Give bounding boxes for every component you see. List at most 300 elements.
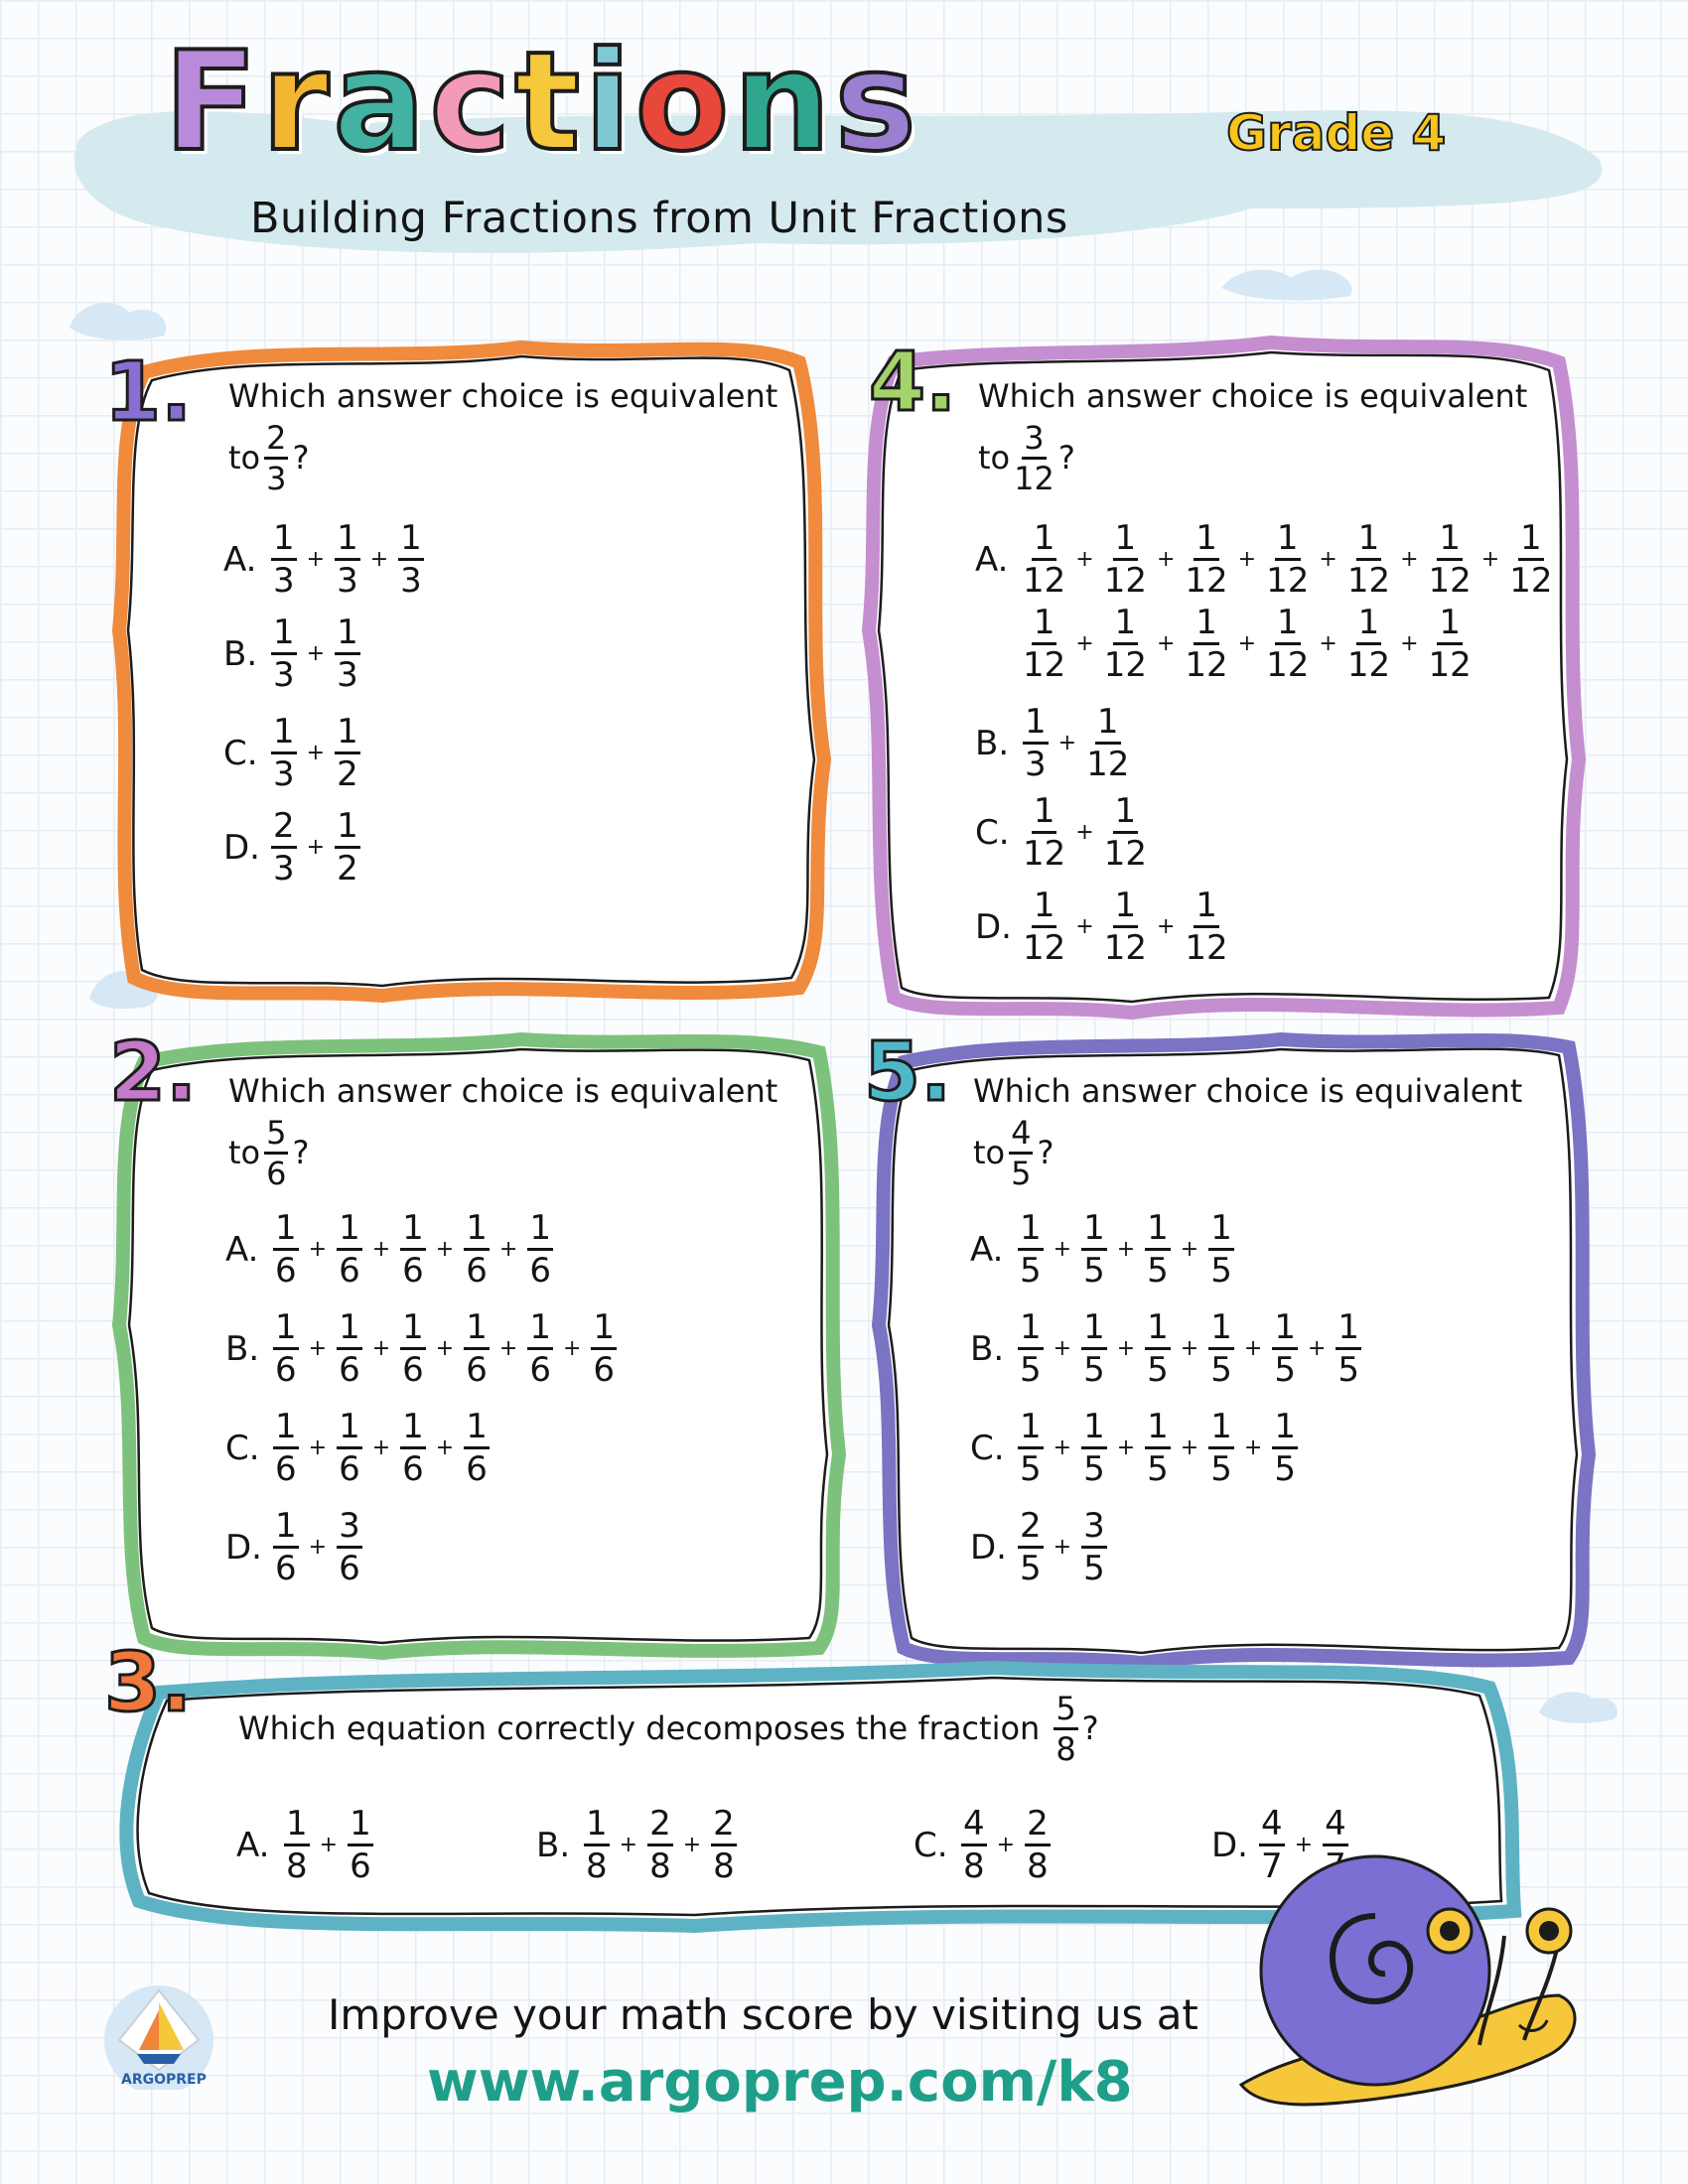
answer-option[interactable] <box>970 1208 1238 1291</box>
answer-option[interactable] <box>975 791 1151 874</box>
denominator: 12 <box>1509 561 1553 601</box>
numerator: 1 <box>1081 1410 1107 1449</box>
footer-url-link[interactable]: www.argoprep.com/k8 <box>427 2050 1133 2115</box>
denominator: 5 <box>1020 1350 1042 1390</box>
plus-sign: + <box>306 741 326 765</box>
numerator: 1 <box>1437 521 1463 561</box>
plus-sign: + <box>1116 1336 1136 1361</box>
plus-sign: + <box>308 1535 328 1560</box>
numerator: 1 <box>1081 1211 1107 1251</box>
plus-sign: + <box>996 1833 1016 1857</box>
target-fraction <box>1014 419 1055 497</box>
fraction <box>1266 603 1310 685</box>
target-fraction <box>264 1114 288 1192</box>
denominator: 3 <box>266 460 287 497</box>
prompt-to: to <box>228 1134 261 1172</box>
fraction <box>273 1506 299 1588</box>
denominator: 6 <box>339 1449 360 1489</box>
denominator: 5 <box>1337 1350 1360 1390</box>
option-letter: B. <box>225 1328 260 1369</box>
plus-sign: + <box>308 1336 328 1361</box>
fraction <box>1023 603 1066 685</box>
numerator: 4 <box>1009 1117 1033 1155</box>
numerator: 1 <box>1275 606 1301 645</box>
plus-sign: + <box>1057 731 1077 755</box>
answer-option[interactable] <box>970 1506 1111 1588</box>
plus-sign: + <box>1116 1237 1136 1262</box>
numerator: 1 <box>284 1807 310 1846</box>
numerator: 1 <box>1518 521 1544 561</box>
denominator: 6 <box>466 1449 488 1489</box>
numerator: 2 <box>264 422 288 460</box>
numerator: 1 <box>1032 888 1057 928</box>
denominator: 6 <box>350 1846 371 1886</box>
numerator: 1 <box>1194 606 1219 645</box>
denominator: 6 <box>402 1350 424 1390</box>
plus-sign: + <box>1075 914 1094 939</box>
answer-option[interactable] <box>225 1208 557 1291</box>
numerator: 1 <box>591 1310 617 1350</box>
denominator: 5 <box>1274 1350 1296 1390</box>
option-letter: D. <box>970 1527 1007 1568</box>
title-letter: c <box>429 22 511 182</box>
numerator: 1 <box>1194 521 1219 561</box>
target-fraction <box>1009 1114 1033 1192</box>
cloud-decoration <box>1529 1678 1628 1727</box>
fraction <box>711 1804 737 1886</box>
title-letter: F <box>164 22 258 182</box>
question-mark: ? <box>292 439 310 478</box>
answer-option[interactable] <box>223 806 364 888</box>
denominator: 12 <box>1266 561 1310 601</box>
numerator: 1 <box>348 1807 373 1846</box>
numerator: 1 <box>1023 705 1049 745</box>
denominator: 12 <box>1023 561 1066 601</box>
denominator: 8 <box>963 1846 985 1886</box>
fraction <box>1272 1407 1298 1489</box>
answer-option-continued <box>1019 603 1476 685</box>
denominator: 8 <box>649 1846 671 1886</box>
question-2-card <box>104 1027 849 1663</box>
answer-option[interactable] <box>975 886 1232 968</box>
plus-sign: + <box>1180 1237 1199 1262</box>
denominator: 8 <box>1055 1730 1076 1768</box>
question-4-card <box>854 333 1589 1027</box>
fraction <box>335 518 360 601</box>
numerator: 1 <box>464 1310 490 1350</box>
denominator: 12 <box>1086 745 1130 784</box>
numerator: 1 <box>1437 606 1463 645</box>
fraction <box>1081 1208 1107 1291</box>
fraction <box>271 806 297 888</box>
fraction <box>1023 518 1066 601</box>
numerator: 1 <box>337 1410 362 1449</box>
denominator: 6 <box>402 1251 424 1291</box>
denominator: 2 <box>337 849 358 888</box>
numerator: 1 <box>1018 1410 1044 1449</box>
numerator: 2 <box>271 809 297 849</box>
fraction <box>1103 518 1147 601</box>
fraction <box>1081 1407 1107 1489</box>
option-letter: D. <box>1211 1825 1248 1865</box>
question-4-prompt: Which answer choice is equivalent <box>978 377 1528 415</box>
footer-cta-text: Improve your math score by visiting us at <box>328 1990 1198 2039</box>
numerator: 1 <box>271 715 297 754</box>
fraction <box>273 1208 299 1291</box>
answer-option[interactable] <box>236 1804 377 1886</box>
fraction-expression <box>269 1307 621 1390</box>
numerator: 1 <box>527 1310 553 1350</box>
numerator: 4 <box>1323 1807 1348 1846</box>
option-letter: C. <box>225 1428 260 1468</box>
denominator: 5 <box>1020 1549 1042 1588</box>
fraction <box>1428 518 1472 601</box>
target-fraction <box>1054 1690 1077 1768</box>
denominator: 3 <box>273 849 295 888</box>
fraction <box>1208 1407 1234 1489</box>
question-5-prompt-target <box>973 1114 1055 1192</box>
answer-option[interactable] <box>914 1804 1055 1886</box>
answer-option[interactable] <box>225 1407 493 1489</box>
question-5-card <box>864 1027 1599 1673</box>
fraction <box>273 1407 299 1489</box>
answer-option[interactable] <box>975 702 1133 784</box>
fraction <box>1025 1804 1051 1886</box>
option-letter: B. <box>536 1825 571 1865</box>
fraction-expression <box>1019 791 1151 874</box>
answer-option[interactable] <box>970 1307 1365 1390</box>
denominator: 8 <box>713 1846 735 1886</box>
numerator: 1 <box>400 1410 426 1449</box>
fraction <box>273 1307 299 1390</box>
plus-sign: + <box>306 641 326 666</box>
question-5-prompt: Which answer choice is equivalent <box>973 1072 1523 1110</box>
answer-option[interactable] <box>225 1307 621 1390</box>
option-letter: A. <box>236 1825 270 1865</box>
title-letter: n <box>733 22 831 182</box>
fraction <box>591 1307 617 1390</box>
fraction-expression <box>580 1804 741 1886</box>
fraction <box>337 1506 362 1588</box>
fraction <box>1081 1506 1107 1588</box>
fraction-expression <box>1014 1407 1302 1489</box>
plus-sign: + <box>369 547 389 572</box>
fraction <box>337 1208 362 1291</box>
numerator: 1 <box>1194 888 1219 928</box>
plus-sign: + <box>1319 547 1337 572</box>
prompt-to: to <box>973 1134 1006 1172</box>
numerator: 1 <box>335 715 360 754</box>
fraction <box>1272 1307 1298 1390</box>
fraction-expression <box>267 806 364 888</box>
denominator: 3 <box>273 655 295 695</box>
question-mark: ? <box>1037 1134 1055 1172</box>
numerator: 4 <box>1259 1807 1285 1846</box>
numerator: 1 <box>400 1211 426 1251</box>
denominator: 5 <box>1147 1350 1169 1390</box>
fraction <box>1145 1407 1171 1489</box>
denominator: 12 <box>1103 928 1147 968</box>
numerator: 2 <box>647 1807 673 1846</box>
title-letter: t <box>514 22 581 182</box>
option-letter: C. <box>914 1825 948 1865</box>
option-letter: C. <box>970 1428 1005 1468</box>
numerator: 1 <box>1018 1211 1044 1251</box>
plus-sign: + <box>1307 1336 1327 1361</box>
denominator: 5 <box>1011 1155 1032 1192</box>
fraction <box>1509 518 1553 601</box>
plus-sign: + <box>619 1833 638 1857</box>
answer-option[interactable] <box>225 1506 366 1588</box>
denominator: 12 <box>1266 645 1310 685</box>
plus-sign: + <box>1156 914 1176 939</box>
fraction <box>1145 1208 1171 1291</box>
numerator: 5 <box>1054 1693 1077 1730</box>
numerator: 1 <box>337 1310 362 1350</box>
page-title <box>164 22 916 182</box>
denominator: 12 <box>1346 645 1391 685</box>
plus-sign: + <box>1294 1833 1314 1857</box>
numerator: 1 <box>1208 1310 1234 1350</box>
fraction <box>1103 791 1147 874</box>
fraction <box>1018 1208 1044 1291</box>
numerator: 1 <box>273 1310 299 1350</box>
numerator: 1 <box>1145 1211 1171 1251</box>
denominator: 2 <box>337 754 358 794</box>
numerator: 1 <box>1113 794 1139 834</box>
numerator: 3 <box>337 1509 362 1549</box>
numerator: 5 <box>264 1117 288 1155</box>
denominator: 6 <box>339 1251 360 1291</box>
denominator: 5 <box>1020 1251 1042 1291</box>
numerator: 1 <box>1095 705 1121 745</box>
denominator: 5 <box>1210 1350 1232 1390</box>
numerator: 1 <box>337 1211 362 1251</box>
fraction <box>1023 702 1049 784</box>
numerator: 3 <box>1081 1509 1107 1549</box>
fraction-expression <box>1014 1208 1238 1291</box>
prompt-to: to <box>228 439 261 478</box>
plus-sign: + <box>1180 1336 1199 1361</box>
plus-sign: + <box>371 1336 391 1361</box>
denominator: 12 <box>1023 834 1066 874</box>
fraction <box>1336 1307 1361 1390</box>
fraction <box>1185 603 1228 685</box>
denominator: 12 <box>1428 645 1472 685</box>
denominator: 6 <box>529 1350 551 1390</box>
option-letter: B. <box>975 723 1010 763</box>
fraction <box>1103 886 1147 968</box>
fraction <box>1208 1307 1234 1390</box>
fraction <box>1023 886 1066 968</box>
logo-text: ARGOPREP <box>121 2072 207 2088</box>
fraction <box>1346 518 1391 601</box>
fraction <box>337 1307 362 1390</box>
plus-sign: + <box>1243 1336 1263 1361</box>
numerator: 1 <box>527 1211 553 1251</box>
fraction <box>271 712 297 794</box>
option-letter: D. <box>223 827 260 868</box>
denominator: 6 <box>466 1251 488 1291</box>
fraction <box>1208 1208 1234 1291</box>
answer-option[interactable] <box>970 1407 1302 1489</box>
prompt-text: Which equation correctly decomposes the fraction <box>238 1709 1041 1748</box>
denominator: 8 <box>1027 1846 1049 1886</box>
grade-label: Grade 4 <box>1226 104 1447 162</box>
question-1-prompt-target <box>228 419 310 497</box>
fraction <box>527 1307 553 1390</box>
plus-sign: + <box>1053 1336 1072 1361</box>
fraction <box>337 1407 362 1489</box>
denominator: 12 <box>1185 645 1228 685</box>
numerator: 1 <box>271 615 297 655</box>
denominator: 12 <box>1185 561 1228 601</box>
option-letter: B. <box>970 1328 1005 1369</box>
plus-sign: + <box>1075 820 1094 845</box>
plus-sign: + <box>306 835 326 860</box>
plus-sign: + <box>306 547 326 572</box>
denominator: 8 <box>586 1846 608 1886</box>
title-letter: i <box>584 22 632 182</box>
plus-sign: + <box>1243 1435 1263 1460</box>
answer-option[interactable] <box>975 518 1556 601</box>
denominator: 12 <box>1103 561 1147 601</box>
question-1-number: 1. <box>104 345 193 440</box>
cloud-decoration <box>1211 248 1370 308</box>
plus-sign: + <box>319 1833 339 1857</box>
denominator: 12 <box>1023 928 1066 968</box>
plus-sign: + <box>1116 1435 1136 1460</box>
denominator: 6 <box>275 1449 297 1489</box>
fraction <box>527 1208 553 1291</box>
denominator: 12 <box>1185 928 1228 968</box>
plus-sign: + <box>1075 547 1094 572</box>
fraction-expression <box>1019 886 1232 968</box>
denominator: 5 <box>1083 1251 1105 1291</box>
fraction-expression <box>267 613 364 695</box>
fraction <box>1023 791 1066 874</box>
numerator: 1 <box>1272 1310 1298 1350</box>
question-1-card <box>104 333 829 1008</box>
numerator: 1 <box>398 521 424 561</box>
denominator: 5 <box>1210 1449 1232 1489</box>
fraction <box>961 1804 987 1886</box>
numerator: 1 <box>584 1807 610 1846</box>
numerator: 1 <box>1336 1310 1361 1350</box>
fraction <box>335 613 360 695</box>
fraction <box>1145 1307 1171 1390</box>
fraction <box>1103 603 1147 685</box>
fraction <box>1185 518 1228 601</box>
fraction-expression <box>1019 518 1556 601</box>
numerator: 1 <box>273 1410 299 1449</box>
numerator: 1 <box>1272 1410 1298 1449</box>
question-3-prompt <box>238 1690 1099 1768</box>
fraction <box>400 1307 426 1390</box>
denominator: 5 <box>1083 1449 1105 1489</box>
fraction <box>400 1208 426 1291</box>
numerator: 1 <box>1145 1310 1171 1350</box>
plus-sign: + <box>1180 1435 1199 1460</box>
denominator: 5 <box>1210 1251 1232 1291</box>
fraction <box>335 712 360 794</box>
option-letter: A. <box>970 1229 1004 1270</box>
plus-sign: + <box>308 1435 328 1460</box>
target-fraction <box>264 419 288 497</box>
fraction <box>1086 702 1130 784</box>
question-1-frame <box>104 333 829 1008</box>
numerator: 1 <box>335 615 360 655</box>
answer-option[interactable] <box>223 613 364 695</box>
plus-sign: + <box>1053 1535 1072 1560</box>
numerator: 1 <box>1032 794 1057 834</box>
denominator: 5 <box>1147 1251 1169 1291</box>
numerator: 2 <box>1018 1509 1044 1549</box>
denominator: 6 <box>275 1350 297 1390</box>
fraction <box>1185 886 1228 968</box>
question-4-prompt-target <box>978 419 1075 497</box>
plus-sign: + <box>498 1237 518 1262</box>
fraction-expression <box>267 712 364 794</box>
denominator: 3 <box>273 754 295 794</box>
numerator: 1 <box>1113 888 1139 928</box>
answer-option[interactable] <box>536 1804 741 1886</box>
fraction-expression <box>957 1804 1055 1886</box>
plus-sign: + <box>435 1336 455 1361</box>
option-letter: C. <box>975 812 1010 853</box>
fraction <box>1428 603 1472 685</box>
plus-sign: + <box>1053 1237 1072 1262</box>
fraction-expression <box>269 1506 366 1588</box>
plus-sign: + <box>1156 631 1176 656</box>
plus-sign: + <box>1053 1435 1072 1460</box>
option-letter: D. <box>975 906 1012 947</box>
answer-option[interactable] <box>223 518 428 601</box>
fraction <box>1081 1307 1107 1390</box>
denominator: 6 <box>466 1350 488 1390</box>
title-letter: s <box>834 22 916 182</box>
fraction <box>1266 518 1310 601</box>
denominator: 5 <box>1020 1449 1042 1489</box>
numerator: 1 <box>335 809 360 849</box>
numerator: 1 <box>464 1410 490 1449</box>
numerator: 1 <box>1081 1310 1107 1350</box>
denominator: 6 <box>593 1350 616 1390</box>
answer-option[interactable] <box>223 712 364 794</box>
question-4-number: 4. <box>869 336 957 430</box>
numerator: 1 <box>1113 521 1139 561</box>
option-letter: C. <box>223 733 258 773</box>
denominator: 6 <box>275 1549 297 1588</box>
numerator: 1 <box>464 1211 490 1251</box>
denominator: 3 <box>337 561 358 601</box>
denominator: 5 <box>1083 1549 1105 1588</box>
plus-sign: + <box>1400 547 1419 572</box>
numerator: 1 <box>1113 606 1139 645</box>
fraction <box>464 1208 490 1291</box>
fraction <box>1018 1506 1044 1588</box>
denominator: 3 <box>273 561 295 601</box>
option-letter: D. <box>225 1527 262 1568</box>
denominator: 12 <box>1023 645 1066 685</box>
plus-sign: + <box>1237 631 1257 656</box>
plus-sign: + <box>498 1336 518 1361</box>
option-letter: B. <box>223 633 258 674</box>
fraction-expression <box>269 1407 493 1489</box>
fraction <box>584 1804 610 1886</box>
denominator: 6 <box>266 1155 287 1192</box>
plus-sign: + <box>682 1833 702 1857</box>
